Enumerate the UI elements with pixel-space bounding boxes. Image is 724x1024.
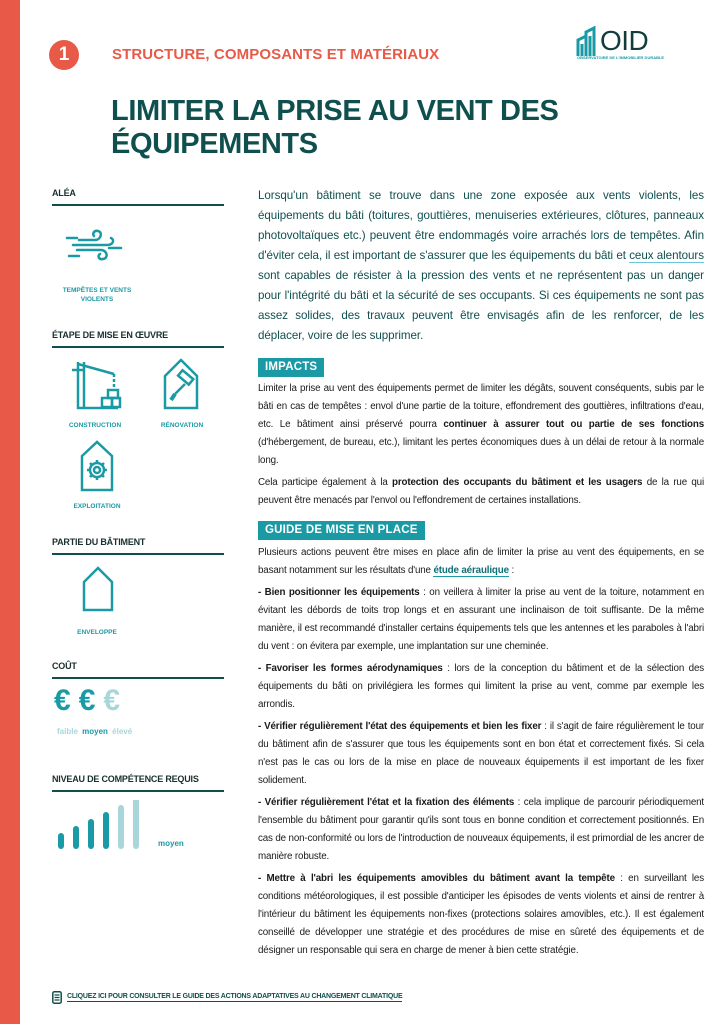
skill-level-bars	[56, 800, 146, 850]
guide-item-text: : lors de la conception du bâtiment et de la sélection des équipements du bâti on privilégiera les formes qui limitent la prise au vent, comme par exemple les arrondis.	[258, 663, 705, 710]
text: Plusieurs actions peuvent être mises en place afin de limiter la prise au vent des équipements, en se basant notamment sur les résultats d'une	[258, 547, 704, 576]
skill-bar	[118, 805, 124, 849]
skill-bar	[73, 826, 79, 849]
guide-item-text: : il s'agit de faire régulièrement le tour du bâtiment afin de s'assurer que tous les équipements sont en bon état et correctement fixés. Si cela n'est pas le cas ou lors de la mise en place de nouveaux équipements il est important de les fixer solidement.	[258, 721, 704, 786]
skill-bar	[58, 833, 64, 849]
page-title	[111, 95, 571, 161]
guide-item	[258, 660, 704, 714]
guide-item-title: - Bien positionner les équipements	[258, 587, 420, 598]
text: Limiter la prise au vent des équipements permet de limiter les dégâts, souvent conséquents, subis par le bâti en cas de tempêtes : envol d'une partie de la toiture, effondrement des gouttières, infiltrations d'eau, etc. Le bâtiment ainsi préservé pourra	[258, 383, 704, 430]
guide-body	[258, 544, 704, 964]
euro-icon: €	[78, 684, 96, 717]
guide-item-title: - Favoriser les formes aérodynamiques	[258, 663, 443, 674]
emphasis: protection des occupants du bâtiment et les usagers	[392, 477, 643, 488]
impacts-heading: IMPACTS	[258, 358, 324, 377]
euro-icon: €	[54, 684, 71, 717]
logo-subtitle: OBSERVATOIRE DE L'IMMOBILIER DURABLE	[577, 55, 665, 60]
side-accent-bar	[0, 0, 20, 1024]
cost-rating	[54, 686, 120, 716]
impacts-paragraph-1	[258, 380, 704, 470]
partie-heading: PARTIE DU BÂTIMENT	[52, 537, 224, 555]
page-title-line-1: LIMITER LA PRISE AU VENT DES	[111, 95, 559, 127]
house-outline-icon	[82, 566, 114, 612]
footer-link-text[interactable]: CLIQUEZ ICI POUR CONSULTER LE GUIDE DES ACTIONS ADAPTATIVES AU CHANGEMENT CLIMATIQUE	[67, 993, 403, 1000]
enveloppe-label: ENVELOPPE	[77, 629, 117, 636]
paint-roller-house-icon	[163, 358, 199, 410]
niveau-heading: NIVEAU DE COMPÉTENCE REQUIS	[52, 774, 224, 792]
guide-intro	[258, 544, 704, 580]
cout-heading: COÛT	[52, 661, 224, 679]
guide-item	[258, 584, 704, 656]
alea-label: TEMPÊTES ET VENTS VIOLENTS	[62, 287, 132, 303]
euro-icon: €	[103, 684, 121, 717]
skill-bar	[103, 812, 109, 849]
renovation-label: RÉNOVATION	[160, 422, 204, 429]
text: (d'hébergement, de bureau, etc.), limitant les pertes économiques dues à un délai de retour à la normale long.	[258, 437, 704, 466]
etape-heading: ÉTAPE DE MISE EN ŒUVRE	[52, 330, 224, 348]
skill-bar	[88, 819, 94, 849]
skill-level-label: moyen	[158, 839, 184, 848]
intro-link-ceux-alentours[interactable]: ceux alentours	[629, 249, 704, 262]
construction-label: CONSTRUCTION	[68, 422, 122, 429]
text: :	[508, 565, 515, 576]
chapter-title: STRUCTURE, COMPOSANTS ET MATÉRIAUX	[112, 46, 440, 63]
alea-heading: ALÉA	[52, 188, 224, 206]
guide-item-title: - Vérifier régulièrement l'état des équipements et bien les fixer	[258, 721, 542, 732]
guide-item-title: - Mettre à l'abri les équipements amovibles du bâtiment avant la tempête	[258, 873, 615, 884]
guide-item-text: : on veillera à limiter la prise au vent de la toiture, notamment en évitant les débords de toits trop longs et en assurant une inclinaison de toit suffisante. De la même manière, il est recommandé d'installer certains équipements tels que les antennes et les paraboles à l'abri du vent : on évitera par exemple, une implantation sur une cheminée.	[258, 587, 705, 652]
cost-label-eleve: élevé	[112, 727, 133, 736]
guide-item	[258, 794, 704, 866]
cost-label-faible: faible	[57, 727, 78, 736]
guide-item-title: - Vérifier régulièrement l'état et la fixation des éléments	[258, 797, 515, 808]
impacts-paragraph-2	[258, 474, 704, 510]
chapter-number-badge: 1	[49, 40, 79, 70]
guide-item-text: : en surveillant les conditions météorologiques, il est possible d'anticiper les épisodes de vents violents et ainsi de rentrer à l'intérieur du bâtiment les équipements non-fixes (protections solaires amovibles, etc.). Il est également conseillé de développer une stratégie et des procédures de mise en sûreté des équipements et de désigner un responsable qui sera en charge de mener à bien cette stratégie.	[258, 873, 704, 956]
page-title-line-2: ÉQUIPEMENTS	[111, 128, 318, 160]
gear-house-icon	[80, 440, 114, 492]
intro-text-2: sont capables de résister à la pression des vents et ne représentent pas un danger pour l'intégrité du bâti et la sécurité de ses occupants. Si ces équipements ne sont pas assez solides, des travaux peuvent être envisagés afin de les renforcer, de les déplacer, voire de les supprimer.	[258, 269, 704, 342]
guide-item-text: : cela implique de parcourir périodiquement l'ensemble du bâtiment pour garantir qu'ils sont tous en bonne condition et correctement positionnés. En cas de non-conformité ou lors de l'introduction de nouveaux équipements, il est primordial de les ancrer de manière robuste.	[258, 797, 704, 862]
text: Cela participe également à la	[258, 477, 393, 488]
etude-aeraulique-link[interactable]: étude aéraulique	[433, 565, 509, 576]
guide-item	[258, 718, 704, 790]
text: de la rue qui peuvent être menacés par l'envol ou l'effondrement de certaines installations.	[258, 477, 705, 506]
cost-scale-labels	[57, 727, 134, 736]
exploitation-label: EXPLOITATION	[73, 503, 121, 510]
emphasis: continuer à assurer tout ou partie de ses fonctions	[443, 419, 704, 430]
logo-text: OID	[600, 25, 649, 56]
wind-icon	[65, 228, 123, 264]
document-icon	[52, 991, 62, 1004]
skill-bar	[133, 800, 139, 849]
guide-heading: GUIDE DE MISE EN PLACE	[258, 521, 425, 540]
impacts-body	[258, 380, 704, 514]
footer-guide-link[interactable]	[52, 991, 402, 1004]
guide-item	[258, 870, 704, 960]
crane-construction-icon	[70, 360, 122, 410]
intro-text-1: Lorsqu'un bâtiment se trouve dans une zone exposée aux vents violents, les équipements du bâti (toitures, gouttières, menuiseries extérieures, clôtures, panneaux photovoltaïques etc.) peuvent être endommagés voire arrachés lors de tempêtes. Afin d'éviter cela, il est important de s'assurer que les équipements du bâti et	[258, 189, 704, 262]
intro-paragraph	[258, 186, 704, 346]
cost-label-moyen: moyen	[82, 727, 108, 736]
